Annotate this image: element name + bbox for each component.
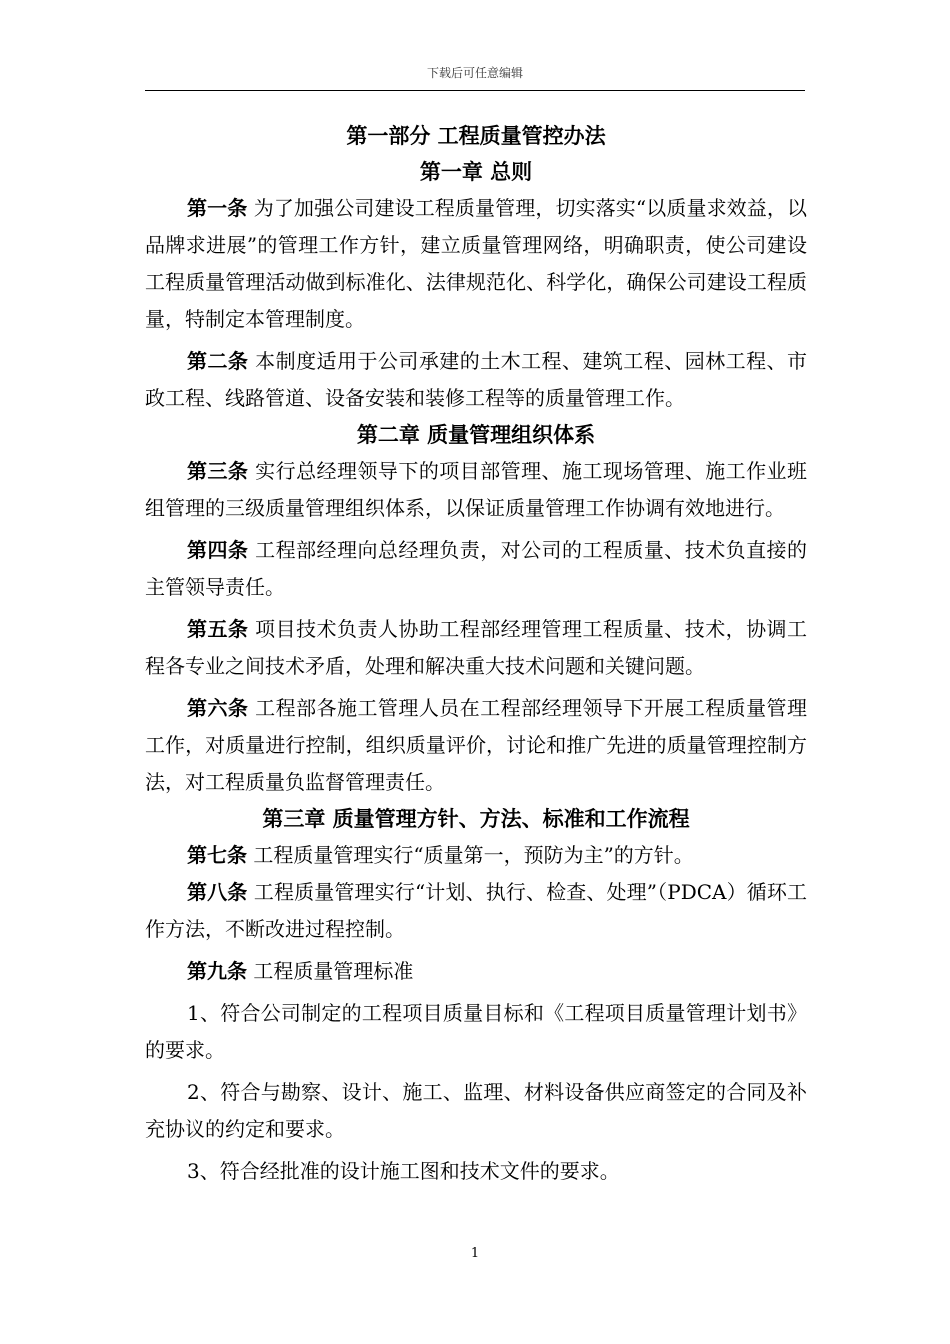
article-5 — [145, 611, 807, 685]
article-1-text: 为了加强公司建设工程质量管理，切实落实“以质量求效益，以品牌求进展”的管理工作方针，建立质量管理网络，明确职责，使公司建设工程质量管理活动做到标准化、法律规范化、科学化，确保公司建设工程质量，特制定本管理制度。 — [145, 196, 808, 331]
chapter-title-3: 第三章 质量管理方针、方法、标准和工作流程 — [262, 806, 690, 831]
article-1 — [145, 190, 807, 338]
article-6 — [145, 690, 807, 801]
article-2 — [145, 343, 807, 417]
article-7-text: 工程质量管理实行“质量第一，预防为主”的方针。 — [247, 843, 694, 867]
article-1-label: 第一条 — [187, 196, 248, 220]
article-9-label: 第九条 — [187, 959, 247, 983]
article-3 — [145, 453, 807, 527]
article-4-label: 第四条 — [187, 538, 249, 562]
document-body — [145, 118, 807, 1195]
part-title: 第一部分 工程质量管控办法 — [346, 123, 606, 148]
article-3-text: 实行总经理领导下的项目部管理、施工现场管理、施工作业班组管理的三级质量管理组织体系，以保证质量管理工作协调有效地进行。 — [145, 459, 808, 520]
page-number: 1 — [470, 1246, 480, 1261]
article-4-text: 工程部经理向总经理负责，对公司的工程质量、技术负直接的主管领导责任。 — [145, 538, 808, 599]
article-9-text: 工程质量管理标准 — [247, 959, 414, 983]
article-5-text: 项目技术负责人协助工程部经理管理工程质量、技术，协调工程各专业之间技术矛盾，处理和解决重大技术问题和关键问题。 — [145, 617, 808, 678]
article-7 — [145, 837, 807, 874]
article-3-label: 第三条 — [187, 459, 249, 483]
standard-item-2: 2、符合与勘察、设计、施工、监理、材料设备供应商签定的合同及补充协议的约定和要求。 — [145, 1080, 807, 1141]
header-note: 下载后可任意编辑 — [426, 66, 523, 80]
article-8-label: 第八条 — [187, 880, 248, 904]
article-2-label: 第二条 — [187, 349, 249, 373]
chapter-title-2: 第二章 质量管理组织体系 — [356, 422, 596, 447]
standard-item-3: 3、符合经批准的设计施工图和技术文件的要求。 — [187, 1159, 620, 1183]
article-5-label: 第五条 — [187, 617, 249, 641]
article-8 — [145, 874, 807, 948]
chapter-title-1: 第一章 总则 — [419, 159, 533, 184]
article-6-text: 工程部各施工管理人员在工程部经理领导下开展工程质量管理工作，对质量进行控制，组织质量评价，讨论和推广先进的质量管理控制方法，对工程质量负监督管理责任。 — [145, 696, 808, 794]
article-4 — [145, 532, 807, 606]
article-8-text: 工程质量管理实行“计划、执行、检查、处理”（PDCA）循环工作方法，不断改进过程控制。 — [145, 880, 808, 941]
standard-item-1: 1、符合公司制定的工程项目质量目标和《工程项目质量管理计划书》的要求。 — [145, 1001, 807, 1062]
header-divider — [145, 90, 805, 91]
article-9 — [145, 953, 807, 990]
article-7-label: 第七条 — [187, 843, 247, 867]
article-6-label: 第六条 — [187, 696, 249, 720]
article-2-text: 本制度适用于公司承建的土木工程、建筑工程、园林工程、市政工程、线路管道、设备安装和装修工程等的质量管理工作。 — [145, 349, 808, 410]
